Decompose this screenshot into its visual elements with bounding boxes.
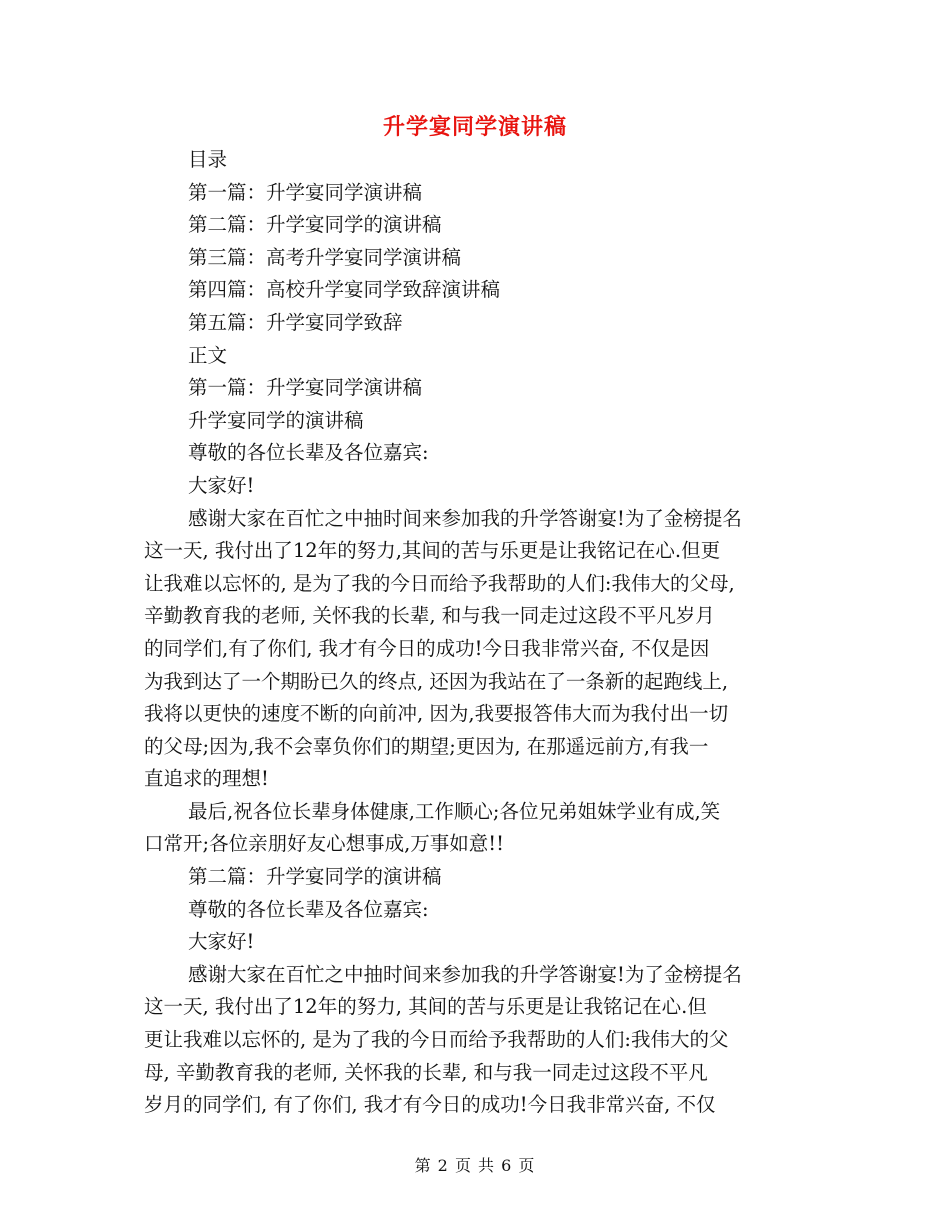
toc-item: 第二篇：升学宴同学的演讲稿 bbox=[188, 213, 442, 237]
text-line: 大家好! bbox=[188, 473, 255, 497]
text-line: 最后,祝各位长辈身体健康,工作顺心;各位兄弟姐妹学业有成,笑 bbox=[188, 799, 721, 823]
text-line: 这一天, 我付出了12年的努力,其间的苦与乐更是让我铭记在心.但更 bbox=[144, 539, 721, 563]
document-body bbox=[144, 144, 808, 1122]
text-line: 第一篇：升学宴同学演讲稿 bbox=[188, 376, 423, 400]
text-line: 感谢大家在百忙之中抽时间来参加我的升学答谢宴!为了金榜提名 bbox=[188, 962, 742, 986]
text-line: 尊敬的各位长辈及各位嘉宾: bbox=[188, 441, 429, 465]
text-line: 让我难以忘怀的, 是为了我的今日而给予我帮助的人们:我伟大的父母, bbox=[144, 571, 735, 595]
text-line: 更让我难以忘怀的, 是为了我的今日而给予我帮助的人们:我伟大的父 bbox=[144, 1028, 729, 1052]
toc-item: 第五篇：升学宴同学致辞 bbox=[188, 310, 403, 334]
text-line: 直追求的理想! bbox=[144, 767, 269, 791]
toc-item: 第一篇：升学宴同学演讲稿 bbox=[188, 180, 423, 204]
text-line: 感谢大家在百忙之中抽时间来参加我的升学答谢宴!为了金榜提名 bbox=[188, 506, 742, 530]
toc-item: 第三篇：高考升学宴同学演讲稿 bbox=[188, 245, 462, 269]
text-line: 辛勤教育我的老师, 关怀我的长辈, 和与我一同走过这段不平凡岁月 bbox=[144, 604, 715, 628]
toc-heading: 目录 bbox=[188, 148, 228, 171]
text-line: 尊敬的各位长辈及各位嘉宾: bbox=[188, 897, 429, 921]
text-line: 母, 辛勤教育我的老师, 关怀我的长辈, 和与我一同走过这段不平凡 bbox=[144, 1060, 708, 1084]
text-line: 这一天, 我付出了12年的努力, 其间的苦与乐更是让我铭记在心.但 bbox=[144, 995, 707, 1019]
text-line: 升学宴同学的演讲稿 bbox=[188, 408, 364, 432]
text-line: 岁月的同学们, 有了你们, 我才有今日的成功!今日我非常兴奋, 不仅 bbox=[144, 1093, 716, 1117]
text-line: 为我到达了一个期盼已久的终点, 还因为我站在了一条新的起跑线上, bbox=[144, 669, 729, 693]
toc-item: 第四篇：高校升学宴同学致辞演讲稿 bbox=[188, 278, 501, 302]
document-title: 升学宴同学演讲稿 bbox=[382, 114, 567, 140]
text-line: 第二篇：升学宴同学的演讲稿 bbox=[188, 865, 442, 889]
text-line: 的父母;因为,我不会辜负你们的期望;更因为, 在那遥远前方,有我一 bbox=[144, 734, 709, 758]
text-line: 我将以更快的速度不断的向前冲, 因为,我要报答伟大而为我付出一切 bbox=[144, 702, 729, 726]
main-heading: 正文 bbox=[188, 343, 228, 367]
text-line: 口常开;各位亲朋好友心想事成,万事如意!! bbox=[144, 832, 504, 856]
text-line: 大家好! bbox=[188, 930, 255, 954]
body-text bbox=[144, 372, 808, 1122]
text-line: 的同学们,有了你们, 我才有今日的成功!今日我非常兴奋, 不仅是因 bbox=[144, 636, 710, 660]
page-footer: 第 2 页 共 6 页 bbox=[414, 1156, 536, 1175]
